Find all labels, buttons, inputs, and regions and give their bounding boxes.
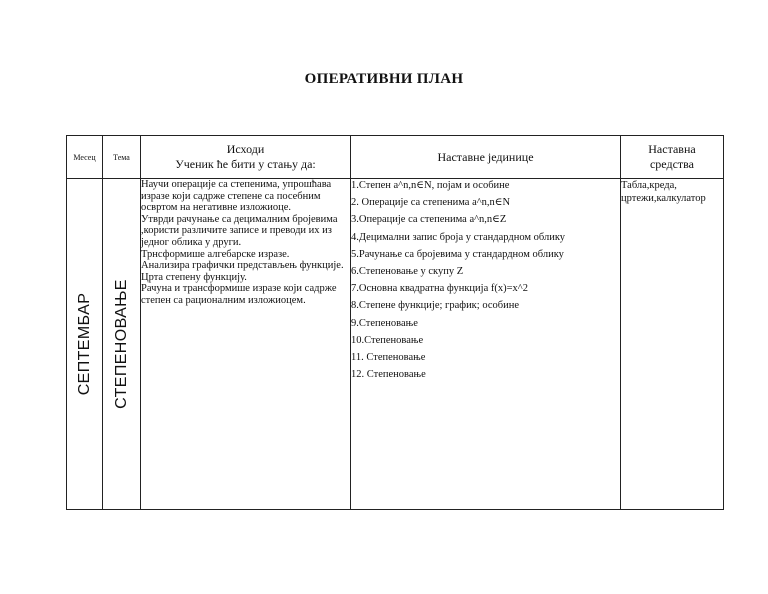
- header-topic: Тема: [103, 136, 141, 179]
- header-outcomes-line1: Исходи: [226, 142, 265, 156]
- outcome-item: Анализира графички представљењ функције.: [141, 260, 344, 272]
- header-units: Наставне јединице: [351, 136, 621, 179]
- outcome-item: Утврди рачунање са децималним бројевима ,користи различите записе и преводи их из једног облика у други.: [141, 213, 338, 248]
- unit-item: 1.Степен a^n,n∈N, појам и особине: [351, 180, 510, 191]
- outcomes-cell: [141, 179, 351, 510]
- topic-label: СТЕПЕНОВАЊЕ: [112, 279, 130, 409]
- unit-item: 4.Децимални запис броја у стандардном облику: [351, 231, 566, 243]
- header-outcomes-line2: Ученик ће бити у стању да:: [175, 157, 316, 171]
- header-row: [67, 136, 724, 179]
- unit-item: 9.Степеновање: [351, 317, 418, 329]
- outcome-item: Црта степену функцију.: [141, 271, 247, 283]
- outcome-item: Рачуна и трансформише изразе који садрже степен са рационалним изложиоцем.: [141, 283, 337, 306]
- outcome-item: Трнсформише алгебарске изразе.: [141, 248, 290, 260]
- topic-cell: [103, 179, 141, 510]
- outcome-item: Научи операције са степенима, упрошћава изразе који садрже степене са посебним освртом на негативне изложиоце.: [141, 179, 332, 214]
- unit-item: 10.Степеновање: [351, 334, 424, 346]
- units-cell: [351, 179, 621, 510]
- month-cell: [67, 179, 103, 510]
- unit-item: 11. Степеновање: [351, 351, 426, 363]
- page-title: ОПЕРАТИВНИ ПЛАН: [304, 71, 464, 87]
- unit-item: 2. Операције са степенима a^n,n∈N: [351, 197, 511, 209]
- header-outcomes: [141, 136, 351, 179]
- unit-item: 12. Степеновање: [351, 369, 426, 381]
- means-cell: Табла,креда, цртежи,калкулатор: [621, 179, 724, 510]
- header-means-line2: средства: [649, 157, 694, 171]
- month-label: СЕПТЕМБАР: [75, 292, 93, 396]
- unit-item: 8.Степене функције; график; особине: [351, 300, 519, 312]
- unit-item: 7.Основна квадратна функција f(x)=x^2: [351, 283, 528, 295]
- header-month: Месец: [67, 136, 103, 179]
- table-row: [67, 179, 724, 510]
- header-means-line1: Наставна: [648, 142, 696, 156]
- unit-item: 5.Рачунање са бројевима у стандардном облику: [351, 248, 564, 260]
- operational-plan-table: [66, 135, 724, 510]
- unit-item: 3.Операције са степенима a^n,n∈Z: [351, 214, 507, 226]
- unit-item: 6.Степеновање у скупу Z: [351, 265, 464, 277]
- header-means: [621, 136, 724, 179]
